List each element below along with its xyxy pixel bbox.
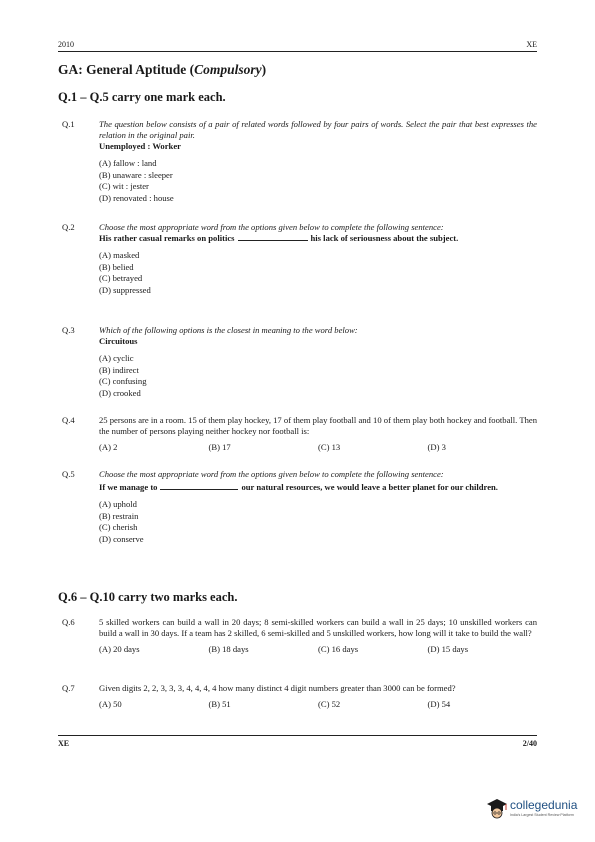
subheading-two-marks: Q.6 – Q.10 carry two marks each.	[58, 590, 238, 604]
question-text: 5 skilled workers can build a wall in 20 days; 8 semi-skilled workers can build a wall in 25 days; 10 unskilled workers can build a wall in 30 days. If a team has 2 skilled, 6 semi-skilled and 5 unskilled workers, how long will it take to build the wall?	[99, 617, 537, 638]
answer-blank	[238, 240, 308, 241]
question-6	[62, 617, 537, 655]
question-number: Q.5	[62, 469, 75, 479]
option-b[interactable]: (B) 51	[208, 699, 231, 709]
question-2	[62, 222, 537, 296]
option-d[interactable]: (D) 54	[427, 699, 451, 709]
logo-name: collegedunia	[510, 798, 578, 812]
options-row	[99, 442, 537, 453]
option-d[interactable]: (D) 15 days	[427, 644, 469, 654]
option-b[interactable]: (B) 18 days	[208, 644, 249, 654]
option-d[interactable]: (D) suppressed	[99, 284, 151, 295]
option-d[interactable]: (D) crooked	[99, 387, 141, 398]
question-number: Q.7	[62, 683, 75, 693]
header-paper-code: XE	[526, 40, 537, 49]
option-b[interactable]: (B) 17	[208, 442, 231, 452]
option-a[interactable]: (A) fallow : land	[99, 158, 157, 168]
option-c[interactable]: (C) 13	[318, 442, 341, 452]
question-number: Q.4	[62, 415, 75, 425]
option-a[interactable]: (A) 2	[99, 442, 118, 452]
option-b[interactable]: (B) restrain	[99, 510, 139, 521]
question-1	[62, 119, 537, 204]
option-c[interactable]: (C) wit : jester	[99, 181, 149, 191]
options-list	[99, 499, 537, 545]
option-a[interactable]: (A) masked	[99, 250, 140, 260]
header-rule	[58, 51, 537, 52]
header-year: 2010	[58, 40, 74, 49]
option-b[interactable]: (B) unaware : sleeper	[99, 169, 173, 180]
question-number: Q.6	[62, 617, 75, 627]
footer-rule	[58, 735, 537, 736]
options-row	[99, 699, 537, 710]
option-d[interactable]: (D) 3	[427, 442, 446, 452]
option-d[interactable]: (D) renovated : house	[99, 192, 174, 203]
question-prompt: If we manage to our natural resources, we would leave a better planet for our children.	[99, 482, 498, 492]
answer-blank	[160, 489, 238, 490]
option-b[interactable]: (B) indirect	[99, 364, 139, 375]
question-stem: Choose the most appropriate word from the options given below to complete the following sentence:	[99, 469, 444, 479]
question-5	[62, 469, 537, 545]
options-list	[99, 353, 537, 399]
question-text: Given digits 2, 2, 3, 3, 3, 4, 4, 4, 4 how many distinct 4 digit numbers greater than 3000 can be formed?	[99, 683, 456, 693]
question-3	[62, 325, 537, 399]
question-number: Q.3	[62, 325, 75, 335]
option-c[interactable]: (C) betrayed	[99, 273, 143, 283]
question-prompt: Circuitous	[99, 336, 138, 346]
question-stem: The question below consists of a pair of related words followed by four pairs of words. Select the pair that best expresses the relation in the original pair.	[99, 119, 537, 140]
option-c[interactable]: (C) 16 days	[318, 644, 359, 654]
question-stem: Choose the most appropriate word from the options given below to complete the following sentence:	[99, 222, 444, 232]
question-number: Q.1	[62, 119, 75, 129]
option-c[interactable]: (C) cherish	[99, 522, 138, 532]
question-prompt: Unemployed : Worker	[99, 141, 181, 151]
question-stem: Which of the following options is the closest in meaning to the word below:	[99, 325, 358, 335]
option-a[interactable]: (A) cyclic	[99, 353, 134, 363]
question-7	[62, 683, 537, 710]
option-c[interactable]: (C) confusing	[99, 376, 147, 386]
section-title: GA: General Aptitude (Compulsory)	[58, 62, 267, 77]
option-c[interactable]: (C) 52	[318, 699, 341, 709]
option-a[interactable]: (A) 50	[99, 699, 122, 709]
options-list	[99, 250, 537, 296]
collegedunia-logo	[486, 795, 586, 825]
footer-paper-code: XE	[58, 739, 70, 748]
option-b[interactable]: (B) belied	[99, 261, 134, 272]
options-row	[99, 644, 537, 655]
graduation-cap-icon	[486, 797, 508, 819]
option-d[interactable]: (D) conserve	[99, 533, 144, 544]
question-4	[62, 415, 537, 453]
option-a[interactable]: (A) 20 days	[99, 644, 140, 654]
footer-page-number: 2/40	[522, 739, 537, 748]
options-list	[99, 158, 537, 204]
subheading-one-mark: Q.1 – Q.5 carry one mark each.	[58, 90, 226, 104]
question-text: 25 persons are in a room. 15 of them play hockey, 17 of them play football and 10 of them play both hockey and football. Then the number of persons playing neither hockey nor football is:	[99, 415, 537, 436]
logo-tagline: India's Largest Student Review Platform	[510, 813, 574, 817]
question-prompt: His rather casual remarks on politics his lack of seriousness about the subject.	[99, 233, 459, 243]
option-a[interactable]: (A) uphold	[99, 499, 137, 509]
question-number: Q.2	[62, 222, 75, 232]
